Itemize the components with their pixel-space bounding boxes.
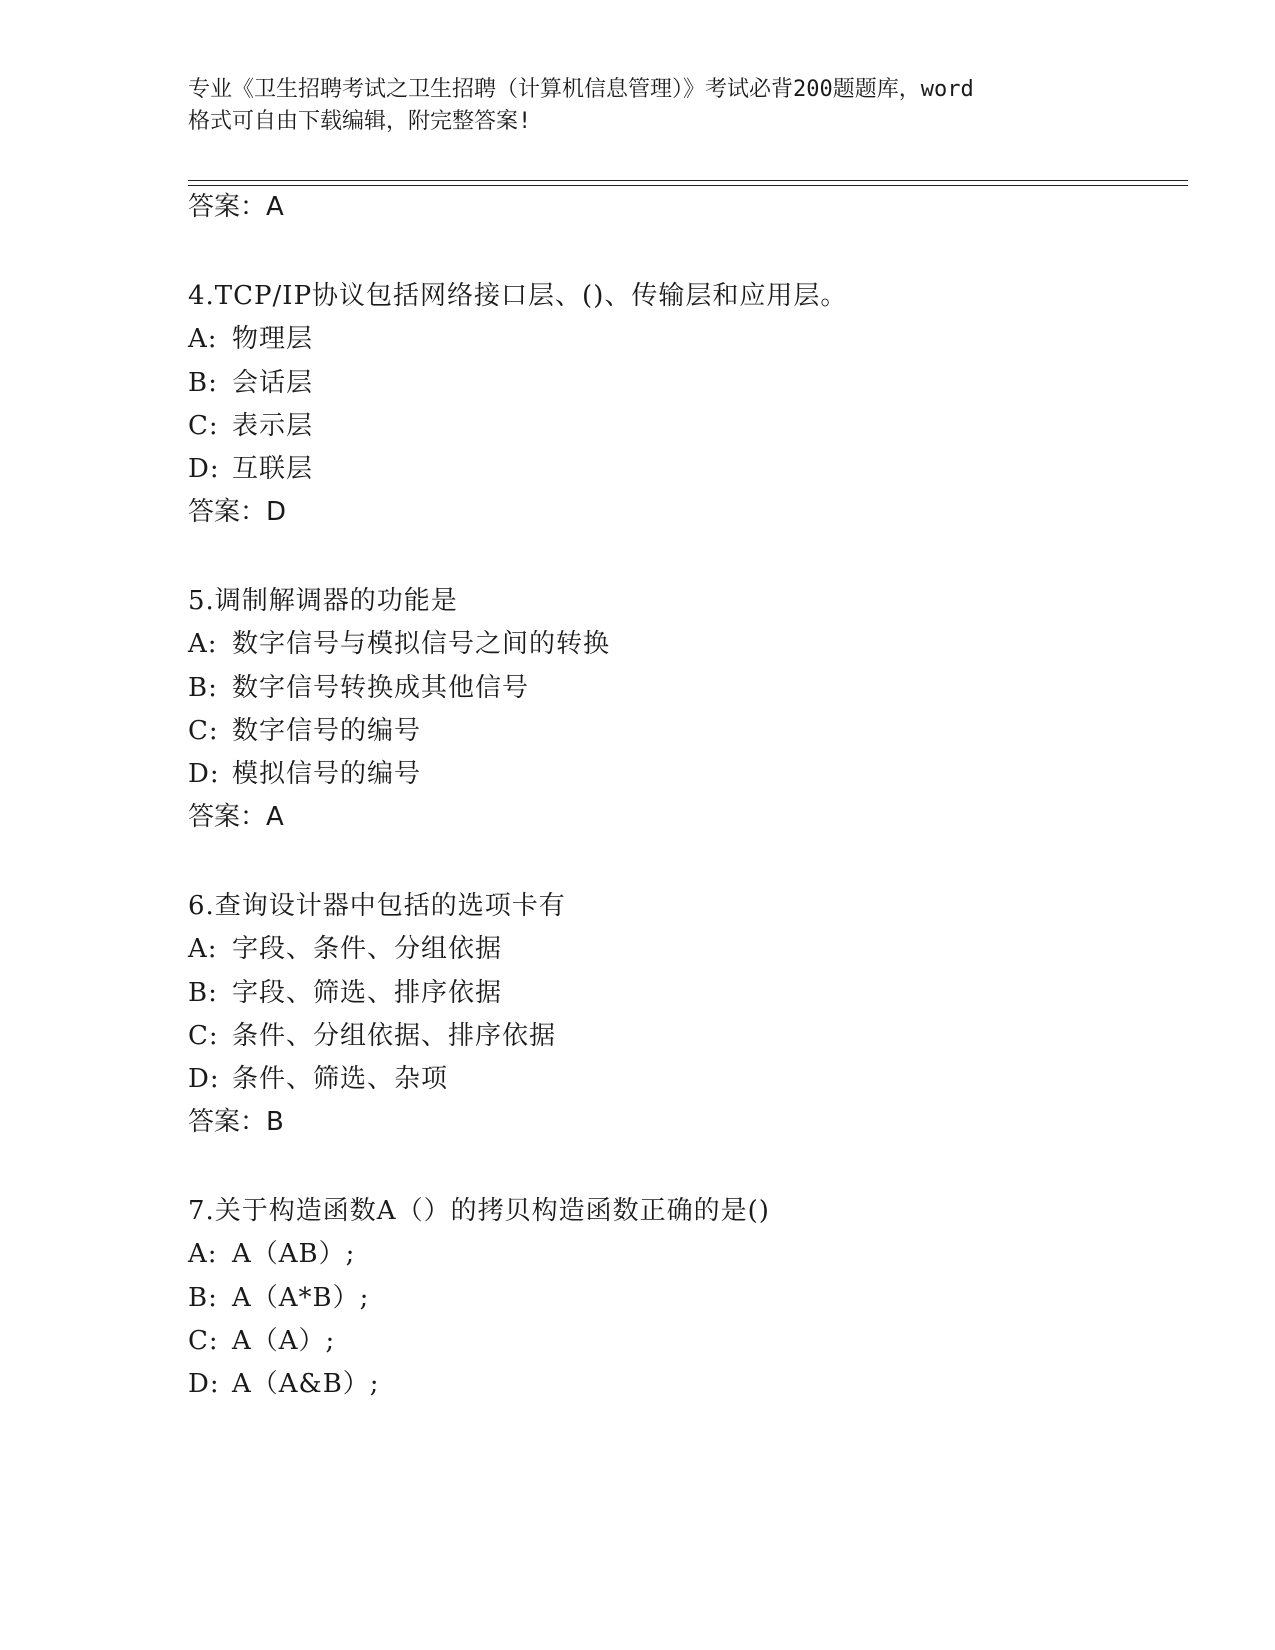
option-text: 字段、筛选、排序依据 [232,978,503,1008]
option-text: 会话层 [232,368,314,398]
option-key: C: [188,1326,219,1356]
question-4-option-a [188,321,313,357]
option-key: D: [188,759,220,789]
previous-answer: 答案：A [188,192,284,222]
question-title-6: 6.查询设计器中包括的选项卡有 [188,891,566,921]
option-key: B: [188,368,218,398]
option-text: 条件、分组依据、排序依据 [232,1021,557,1051]
option-text: 表示层 [232,411,314,441]
option-key: B: [188,1283,218,1313]
option-key: A: [188,1239,218,1269]
header-line-2: 格式可自由下载编辑，附完整答案! [188,109,532,134]
header-line-1: 专业《卫生招聘考试之卫生招聘（计算机信息管理）》考试必背200题题库，word [188,77,974,102]
question-5-option-b [188,670,529,706]
question-7-option-c [188,1323,335,1359]
option-text: A（AB）; [232,1239,356,1269]
option-text: 条件、筛选、杂项 [232,1064,449,1094]
option-text: 数字信号的编号 [232,716,422,746]
option-key: C: [188,1021,219,1051]
question-5-option-d [188,756,421,792]
header-rule-top [188,180,1188,181]
question-4-answer: 答案：D [188,497,287,527]
option-text: A（A&B）; [232,1369,380,1399]
question-6-option-a [188,931,502,967]
option-text: 模拟信号的编号 [232,759,422,789]
option-key: B: [188,978,218,1008]
option-text: 数字信号与模拟信号之间的转换 [232,629,611,659]
option-key: C: [188,716,219,746]
option-text: 物理层 [232,324,314,354]
question-7-option-a [188,1236,355,1272]
question-5-option-a [188,626,610,662]
option-key: D: [188,1064,220,1094]
option-key: A: [188,934,218,964]
option-key: B: [188,673,218,703]
question-title-5: 5.调制解调器的功能是 [188,586,458,616]
question-4-option-c [188,408,313,444]
option-key: C: [188,411,219,441]
option-key: D: [188,454,220,484]
question-7-option-b [188,1280,369,1316]
option-text: A（A*B）; [232,1283,370,1313]
option-text: A（A）; [232,1326,336,1356]
question-6-option-b [188,975,502,1011]
question-5-option-c [188,713,421,749]
question-title-4: 4.TCP/IP协议包括网络接口层、()、传输层和应用层。 [188,281,848,311]
option-text: 数字信号转换成其他信号 [232,673,530,703]
option-text: 字段、条件、分组依据 [232,934,503,964]
question-4-option-d [188,451,313,487]
question-4-option-b [188,365,313,401]
document-header [188,74,1088,138]
option-text: 互联层 [232,454,314,484]
option-key: D: [188,1369,220,1399]
question-5-answer: 答案：A [188,802,284,832]
option-key: A: [188,629,218,659]
question-7-option-d [188,1366,380,1402]
header-rule-bottom [188,185,1188,186]
question-6-option-c [188,1018,556,1054]
question-title-7: 7.关于构造函数A（）的拷贝构造函数正确的是() [188,1196,770,1226]
question-6-option-d [188,1061,448,1097]
option-key: A: [188,324,218,354]
question-6-answer: 答案：B [188,1107,284,1137]
